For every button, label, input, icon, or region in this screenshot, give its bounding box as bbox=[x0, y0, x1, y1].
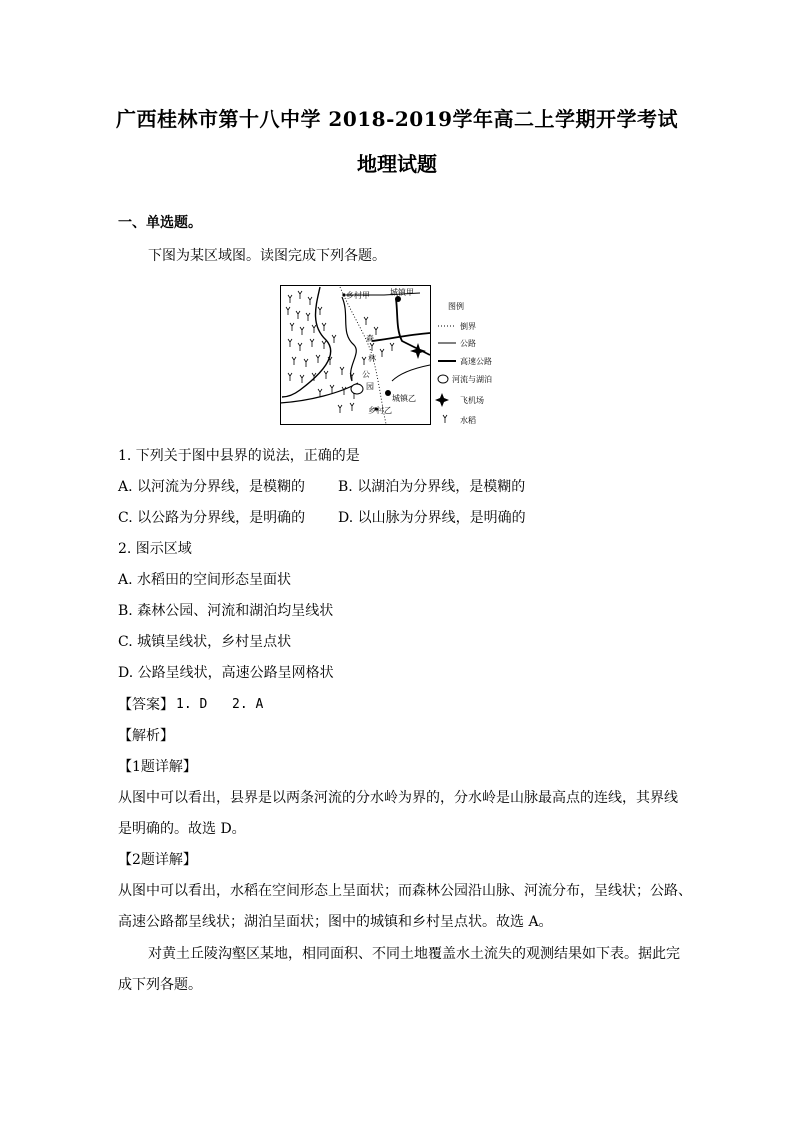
legend-item-rice: 水稻 bbox=[460, 416, 476, 425]
section-heading: 一、单选题。 bbox=[118, 215, 202, 231]
label-park: 公 bbox=[362, 370, 370, 379]
legend-rice-icon bbox=[443, 415, 447, 423]
label-town-a: 城镇甲 bbox=[390, 288, 414, 297]
map-legend bbox=[435, 301, 492, 425]
question-2-stem: 2. 图示区域 bbox=[118, 541, 192, 557]
answer-label: 【答案】 bbox=[118, 697, 174, 713]
detail-1-label: 【1题详解】 bbox=[118, 759, 197, 775]
question-1-option-c: C. 以公路为分界线，是明确的 bbox=[118, 510, 306, 526]
question-1-option-a: A. 以河流为分界线，是模糊的 bbox=[118, 479, 306, 495]
label-forest: 森 bbox=[366, 334, 374, 343]
question-1-option-d: D. 以山脉为分界线，是明确的 bbox=[338, 510, 526, 526]
answer-2: 2. A bbox=[232, 697, 264, 712]
label-park2: 园 bbox=[366, 382, 374, 391]
next-intro-line-1: 对黄土丘陵沟壑区某地，相同面积、不同土地覆盖水土流失的观测结果如下表。据此完 bbox=[148, 946, 680, 962]
legend-item-airport: 飞机场 bbox=[460, 396, 484, 405]
analysis-label: 【解析】 bbox=[118, 728, 174, 744]
question-2-option-a: A. 水稻田的空间形态呈面状 bbox=[118, 572, 292, 588]
question-1-stem: 1. 下列关于图中县界的说法，正确的是 bbox=[118, 448, 360, 464]
legend-item-highway: 高速公路 bbox=[460, 357, 492, 366]
question-2-option-c: C. 城镇呈线状，乡村呈点状 bbox=[118, 634, 292, 650]
legend-item-river-lake: 河流与湖泊 bbox=[452, 375, 492, 384]
legend-item-boundary: 倒界 bbox=[460, 322, 476, 331]
legend-title: 图例 bbox=[448, 302, 464, 311]
page-title: 广西桂林市第十八中学 2018-2019学年高二上学期开学考试 bbox=[115, 107, 679, 131]
question-2-option-d: D. 公路呈线状，高速公路呈网格状 bbox=[118, 665, 334, 681]
question-2-option-b: B. 森林公园、河流和湖泊均呈线状 bbox=[118, 603, 334, 619]
detail-2-line-1: 从图中可以看出，水稻在空间形态上呈面状；而森林公园沿山脉、河流分布，呈线状；公路、 bbox=[118, 883, 692, 899]
detail-2-label: 【2题详解】 bbox=[118, 852, 197, 868]
legend-airplane-icon bbox=[435, 393, 449, 407]
label-town-b: 城镇乙 bbox=[392, 394, 416, 403]
label-village-b: 乡村乙 bbox=[368, 406, 392, 415]
answer-1: 1. D bbox=[176, 697, 208, 712]
section-intro: 下图为某区域图。读图完成下列各题。 bbox=[148, 248, 386, 264]
legend-item-road: 公路 bbox=[460, 339, 476, 348]
question-1-option-b: B. 以湖泊为分界线，是模糊的 bbox=[338, 479, 526, 495]
next-intro-line-2: 成下列各题。 bbox=[118, 977, 202, 993]
label-forest2: 林 bbox=[368, 354, 376, 363]
detail-1-line-2: 是明确的。故选 D。 bbox=[118, 821, 246, 837]
label-village-a: 乡村甲 bbox=[346, 291, 370, 300]
region-map bbox=[280, 285, 495, 425]
detail-2-line-2: 高速公路都呈线状；湖泊呈面状；图中的城镇和乡村呈点状。故选 A。 bbox=[118, 914, 553, 930]
detail-1-line-1: 从图中可以看出，县界是以两条河流的分水岭为界的，分水岭是山脉最高点的连线，其界线 bbox=[118, 790, 678, 806]
page-subtitle: 地理试题 bbox=[357, 152, 437, 176]
